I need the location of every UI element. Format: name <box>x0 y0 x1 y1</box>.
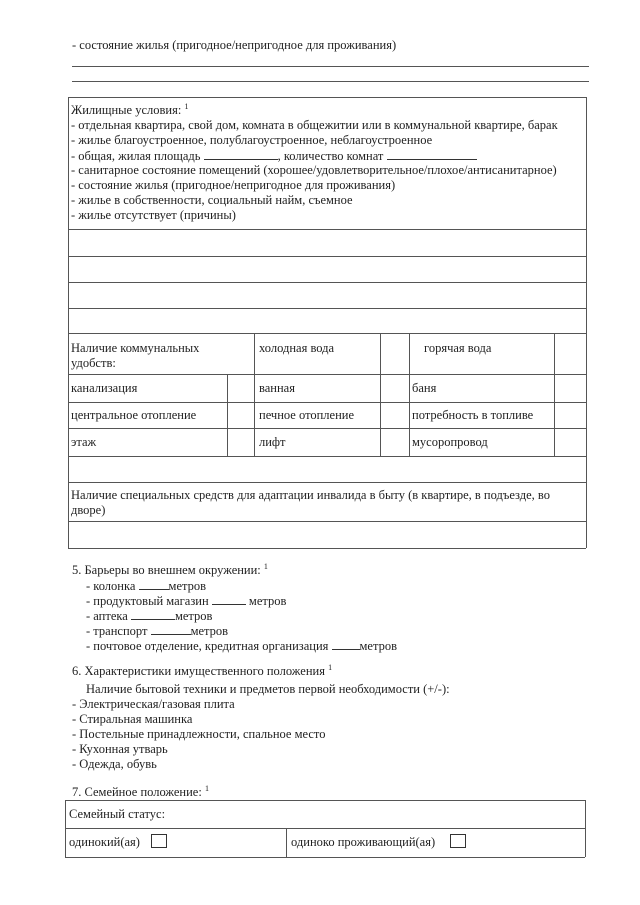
amenity-cell: ванная <box>259 381 295 395</box>
barrier-item: - колонка метров <box>86 579 207 593</box>
single-checkbox[interactable] <box>151 834 167 848</box>
property-item: - Электрическая/газовая плита <box>72 697 235 711</box>
amenity-cell: печное отопление <box>259 408 355 422</box>
amenities-header: Наличие коммунальных удобств: <box>71 341 200 370</box>
family-status-label: Семейный статус: <box>69 807 166 821</box>
barrier-item: - транспорт метров <box>86 624 229 638</box>
barrier-item: - аптека метров <box>86 609 213 623</box>
section7-title: 7. Семейное положение: $^1$ <box>72 783 209 799</box>
single-label: одинокий(ая) <box>69 835 140 849</box>
cold-water-label: холодная вода <box>259 341 335 355</box>
housing-line: - жилье благоустроенное, полублагоустроенное, неблагоустроенное <box>71 133 433 147</box>
property-item: - Стиральная машинка <box>72 712 193 726</box>
section6-title: 6. Характеристики имущественного положения $^1$ <box>72 662 333 678</box>
housing-line: - жилье в собственности, социальный найм, съемное <box>71 193 353 207</box>
adaptation-text: Наличие специальных средств для адаптации инвалида в быту (в квартире, в подъезде, во дворе) <box>71 488 550 517</box>
barrier-item: - продуктовый магазин метров <box>86 594 287 608</box>
property-item: - Кухонная утварь <box>72 742 168 756</box>
housing-area-line: - общая, жилая площадь , количество комнат <box>71 148 477 164</box>
top-line-text: - состояние жилья (пригодное/непригодное для проживания) <box>72 38 397 52</box>
section6-subtitle: Наличие бытовой техники и предметов первой необходимости (+/-): <box>86 682 450 696</box>
amenity-cell: баня <box>412 381 437 395</box>
property-item: - Одежда, обувь <box>72 757 157 771</box>
lives-alone-label: одиноко проживающий(ая) <box>291 835 436 849</box>
housing-line: - состояние жилья (пригодное/непригодное для проживания) <box>71 178 396 192</box>
amenity-cell: лифт <box>259 435 286 449</box>
barrier-item: - почтовое отделение, кредитная организация метров <box>86 639 397 653</box>
amenity-cell: центральное отопление <box>71 408 197 422</box>
amenity-cell: канализация <box>71 381 138 395</box>
housing-line: - отдельная квартира, свой дом, комната в общежитии или в коммунальной квартире, барак <box>71 118 558 132</box>
housing-line: - санитарное состояние помещений (хорошее/удовлетворительное/плохое/антисанитарное) <box>71 163 557 177</box>
housing-title: Жилищные условия: $^1$ <box>71 101 189 117</box>
blank-line[interactable] <box>72 81 589 82</box>
housing-line: - жилье отсутствует (причины) <box>71 208 236 222</box>
amenity-cell: потребность в топливе <box>412 408 534 422</box>
amenity-cell: мусоропровод <box>412 435 488 449</box>
section5-title: 5. Барьеры во внешнем окружении: $^1$ <box>72 561 268 577</box>
blank-line[interactable] <box>72 66 589 67</box>
amenity-cell: этаж <box>71 435 97 449</box>
hot-water-label: горячая вода <box>424 341 492 355</box>
property-item: - Постельные принадлежности, спальное место <box>72 727 326 741</box>
lives-alone-checkbox[interactable] <box>450 834 466 848</box>
